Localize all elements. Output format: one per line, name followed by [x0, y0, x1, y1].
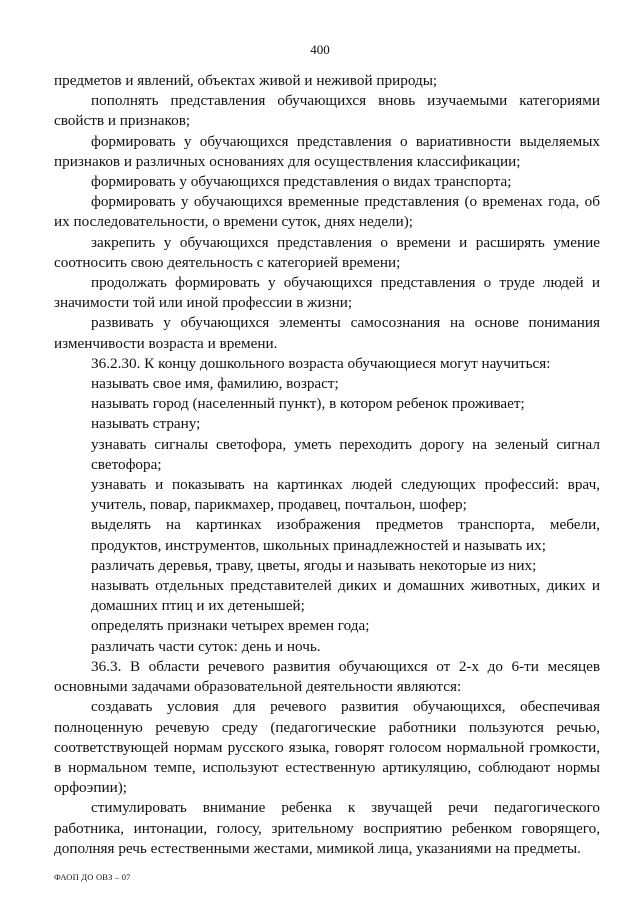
list-item: узнавать сигналы светофора, уметь переходить дорогу на зеленый сигнал светофора;	[91, 435, 600, 473]
list-item: называть страну;	[91, 415, 201, 433]
section-heading-paragraph: 36.3. В области речевого развития обучающихся от 2-х до 6-ти месяцев основными задачами образовательной деятельности являются:	[54, 657, 600, 696]
list-item: называть город (населенный пункт), в котором ребенок проживает;	[91, 395, 525, 413]
list-item: узнавать и показывать на картинках людей следующих профессий: врач, учитель, повар, парикмахер, продавец, почтальон, шофер;	[91, 476, 600, 514]
page-number: 400	[310, 42, 330, 57]
paragraph: развивать у обучающихся элементы самосознания на основе понимания изменчивости возраста и времени.	[54, 314, 600, 352]
list-item: различать деревья, траву, цветы, ягоды и называть некоторые из них;	[91, 556, 537, 574]
list-item: называть свое имя, фамилию, возраст;	[91, 375, 339, 393]
paragraph: предметов и явлений, объектах живой и неживой природы;	[54, 72, 438, 89]
list-item: определять признаки четырех времен года;	[91, 617, 370, 635]
list-item: различать части суток: день и ночь.	[91, 637, 321, 655]
paragraph: формировать у обучающихся представления о видах транспорта;	[91, 173, 512, 191]
paragraph: формировать у обучающихся временные представления (о временах года, об их последовательности, о времени суток, днях недели);	[54, 193, 600, 231]
paragraph: закрепить у обучающихся представления о времени и расширять умение соотносить свою деятельность с категорией времени;	[54, 233, 600, 271]
section-heading-paragraph: 36.2.30. К концу дошкольного возраста обучающиеся могут научиться:	[91, 354, 551, 372]
footer-code: ФАОП ДО ОВЗ – 07	[54, 872, 131, 882]
paragraph: формировать у обучающихся представления о вариативности выделяемых признаков и различных основаниях для осуществления классификации;	[54, 132, 600, 170]
paragraph: стимулировать внимание ребенка к звучащей речи педагогического работника, интонации, голосу, зрительному восприятию ребенком говорящего, дополняя речь естественными жестами, мимикой лица, указаниями на предметы.	[54, 799, 600, 857]
paragraph: пополнять представления обучающихся вновь изучаемыми категориями свойств и признаков;	[54, 92, 600, 130]
list-item: называть отдельных представителей диких и домашних животных, диких и домашних птиц и их детенышей;	[91, 577, 600, 615]
document-body	[54, 71, 600, 859]
paragraph: создавать условия для речевого развития обучающихся, обеспечивая полноценную речевую среду (педагогические работники пользуются речью, соответствующей нормам русского языка, говорят голосом нормальной громкости, в нормальном темпе, используют естественную артикуляцию, соблюдают нормы орфоэпии);	[54, 698, 600, 797]
paragraph: продолжать формировать у обучающихся представления о труде людей и значимости той или иной профессии в жизни;	[54, 274, 600, 312]
list-item: выделять на картинках изображения предметов транспорта, мебели, продуктов, инструментов, школьных принадлежностей и называть их;	[91, 516, 600, 554]
